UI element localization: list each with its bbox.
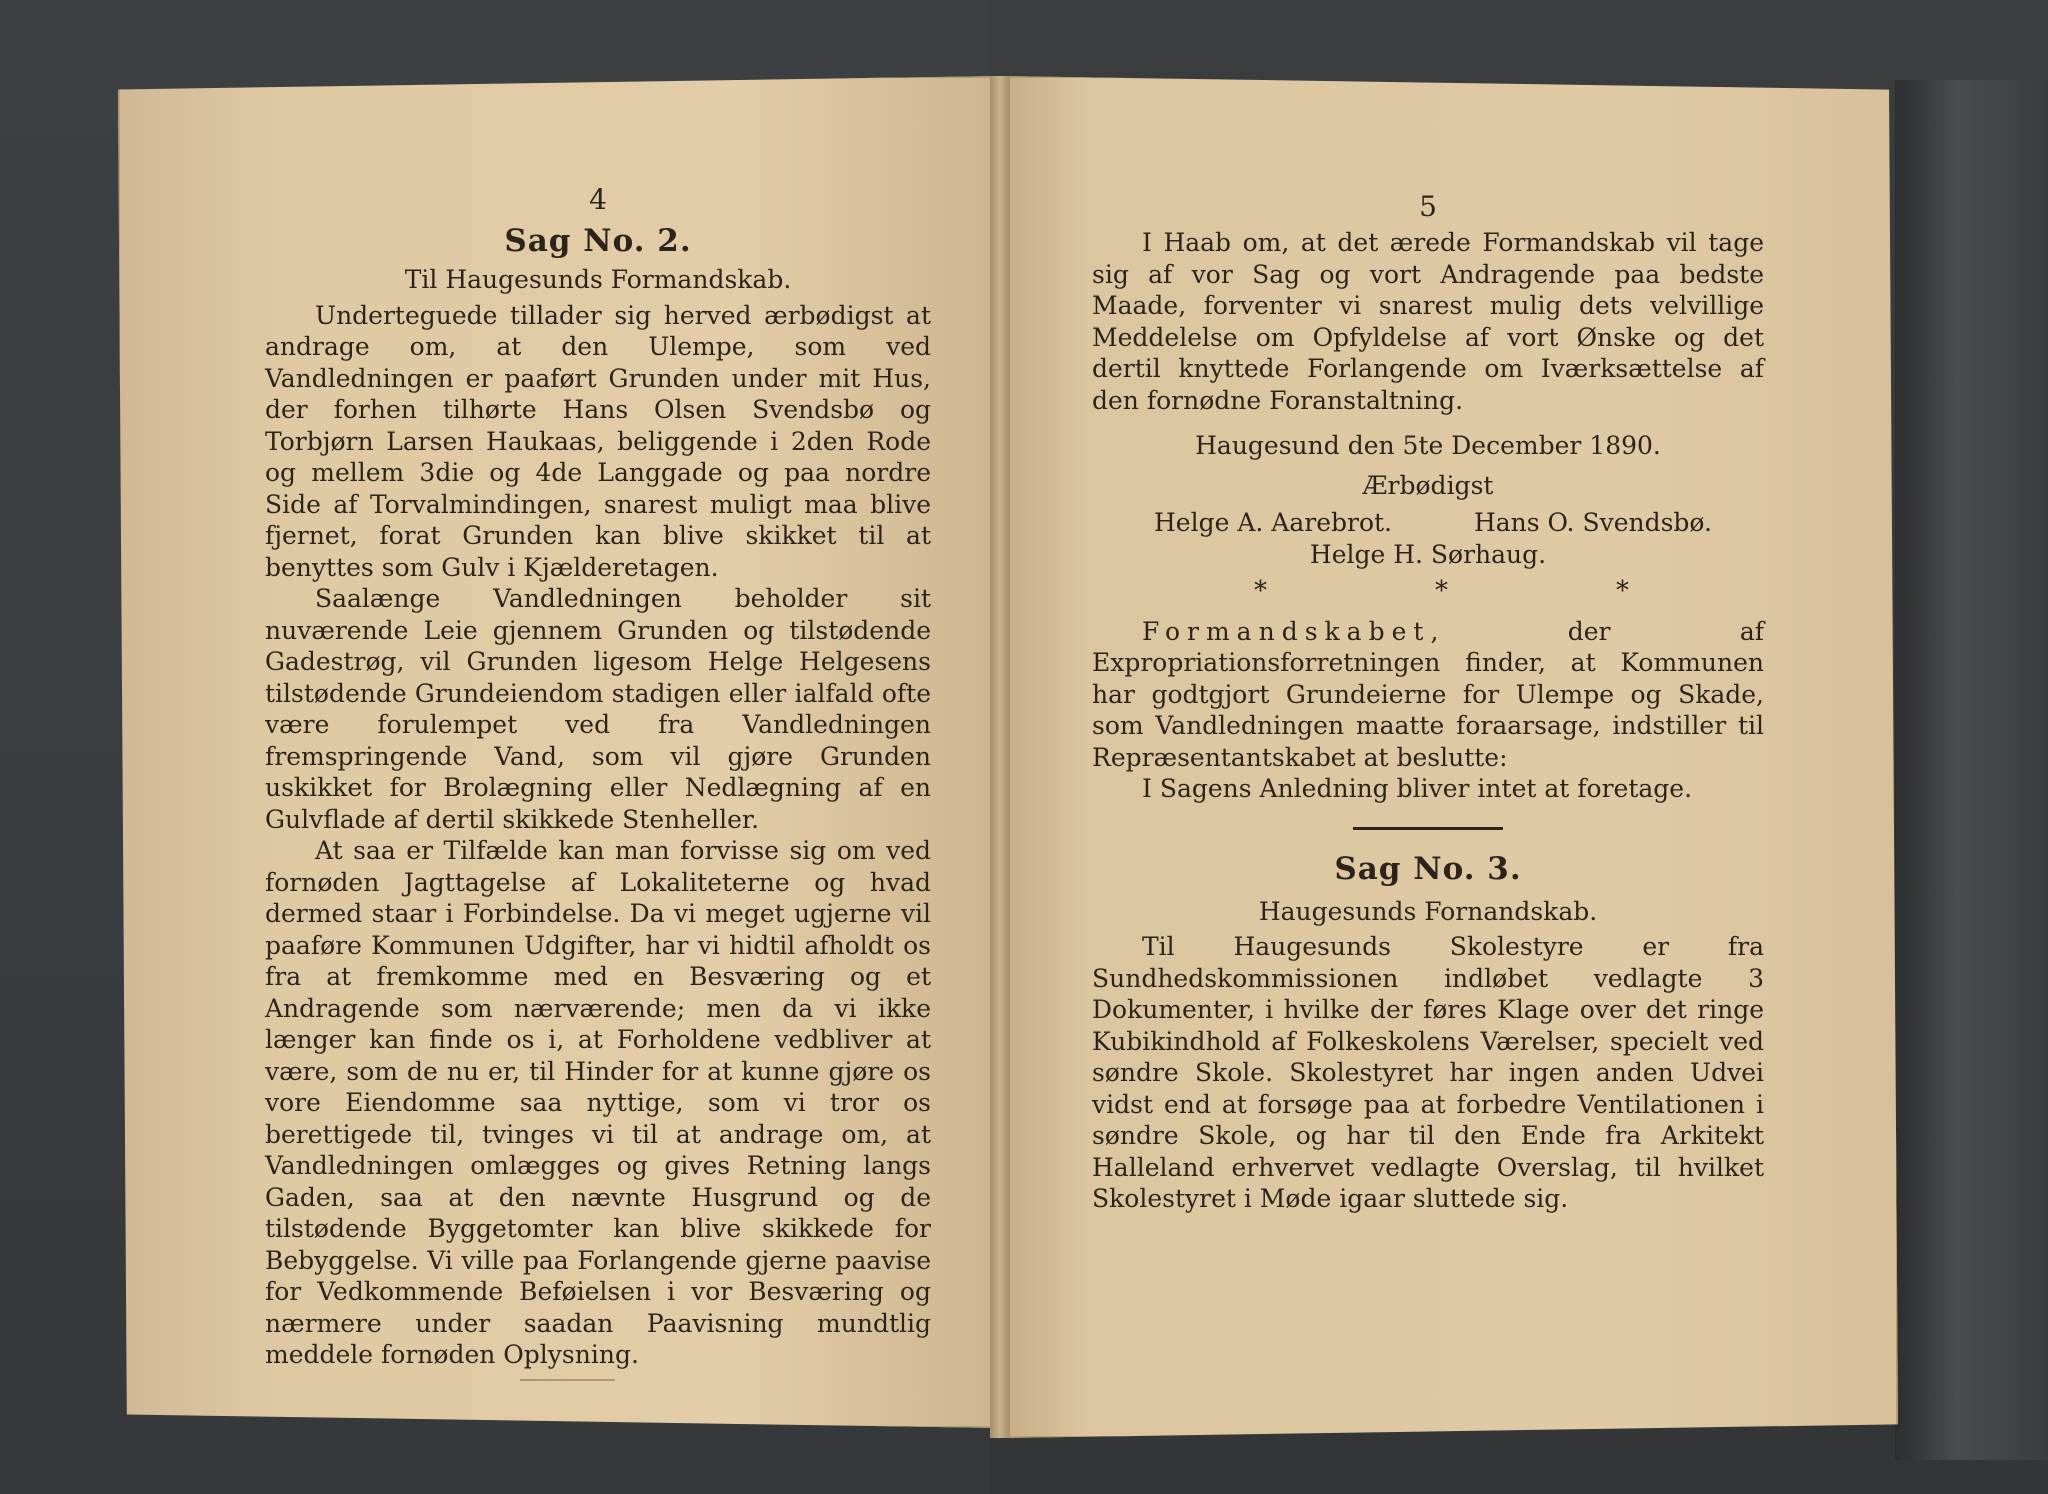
star: * xyxy=(1254,576,1267,606)
star: * xyxy=(1616,576,1629,606)
closing-salutation: Ærbødigst xyxy=(1362,470,1494,500)
left-page-text xyxy=(265,180,931,1381)
paragraph: At saa er Tilfælde kan man forvisse sig om ved fornøden Jagttagelse af Lokaliteterne og hvad dermed staar i Forbindelse. Da vi meget ugjerne vil paaføre Kommunen Udgifter, har vi hidtil afholdt os fra at fremkomme med en Besværing og et Andragende som nærværende; men da vi ikke længer kan finde os i, at Forholdene vedbliver at være, som de nu er, til Hinder for at kunne gjøre os vore Eiendomme saa nyttige, som vi tror os berettigede til, tvinges vi til at andrage om, at Vandledningen omlægges og gives Retning langs Gaden, saa at den nævnte Husgrund og de tilstødende Byggetomter kan blive skikkede for Bebyggelse. Vi ville paa Forlangende gjerne paavise for Vedkommende Beføielsen i vor Besværing og nærmere under saadan Paavisning mundtlig meddele fornøden Oplysning. xyxy=(265,836,931,1369)
paragraph: Underteguede tillader sig herved ærbødigst at andrage om, at den Ulempe, som ved Vandledningen er paaført Grunden under mit Hus, der forhen tilhørte Hans Olsen Svendsbø og Torbjørn Larsen Haukaas, beliggende i 2den Rode og mellem 3die og 4de Langgade og paa nordre Side af Torvalmindingen, snarest muligt maa blive fjernet, forat Grunden kan blive skikket til at benyttes som Gulv i Kjælderetagen. xyxy=(265,300,931,582)
paragraph: Saalænge Vandledningen beholder sit nuværende Leie gjennem Grunden og tilstødende Gadestrøg, vil Grunden ligesom Helge Helgesens tilstødende Grundeiendom stadigen eller ialfald ofte være forulempet ved fra Vandledningen fremspringende Vand, som vil gjøre Grunden uskikket for Brolægning eller Nedlægning af en Gulvflade af dertil skikkede Stenheller. xyxy=(265,584,931,834)
case-addressee: Haugesunds Fornandskab. xyxy=(1258,896,1598,926)
resolution: I Sagens Anledning bliver intet at foretage. xyxy=(1142,774,1693,803)
asterism xyxy=(1092,576,1764,608)
paragraph: I Haab om, at det ærede Formandskab vil tage sig af vor Sag og vort Andragende paa bedste Maade, forventer vi snarest mulig dets velvillige Meddelelse om Opfyldelse af vort Ønske og det dertil knyttede Forlangende om Iværksættelse af den fornødne Foranstaltning. xyxy=(1092,228,1764,415)
signature-line xyxy=(1092,507,1764,539)
divider-rule xyxy=(520,1379,615,1381)
paragraph: Til Haugesunds Skolestyre er fra Sundhedskommissionen indløbet vedlagte 3 Dokumenter, i hvilke der føres Klage over det ringe Kubikindhold af Folkeskolens Værelser, specielt ved søndre Skole. Skolestyret har ingen anden Udvei vidst end at forsøge paa at forbedre Ventilationen i søndre Skole, og har til den Ende fra Arkitekt Halleland erhvervet vedlagte Overslag, til hvilket Skolestyret i Møde igaar sluttede sig. xyxy=(1092,932,1764,1213)
signature: Hans O. Svendsbø. xyxy=(1473,508,1712,537)
paragraph xyxy=(1092,616,1764,774)
page-number-left: 4 xyxy=(589,183,607,216)
book-spine xyxy=(990,76,1010,1438)
divider-rule xyxy=(1353,827,1503,830)
case-heading: Sag No. 2. xyxy=(504,223,692,259)
case-addressee: Til Haugesunds Formandskab. xyxy=(404,265,792,294)
formandskab-lead: Formandskabet xyxy=(1142,616,1431,646)
formandskab-text: , der af Expropriationsforretningen finder, at Kommunen har godtgjort Grundeierne for Ulempe og Skade, som Vandledningen maatte foraarsage, indstiller til Repræsentantskabet at beslutte: xyxy=(1092,616,1764,772)
place-date: Haugesund den 5te December 1890. xyxy=(1195,431,1661,460)
right-page-text xyxy=(1092,187,1764,1215)
page-number-right: 5 xyxy=(1419,190,1437,223)
case-heading: Sag No. 3. xyxy=(1334,850,1522,887)
archive-board-edge xyxy=(1895,80,2048,1460)
signature: Helge H. Sørhaug. xyxy=(1309,539,1547,569)
star: * xyxy=(1435,576,1448,606)
signature: Helge A. Aarebrot. xyxy=(1154,508,1392,537)
